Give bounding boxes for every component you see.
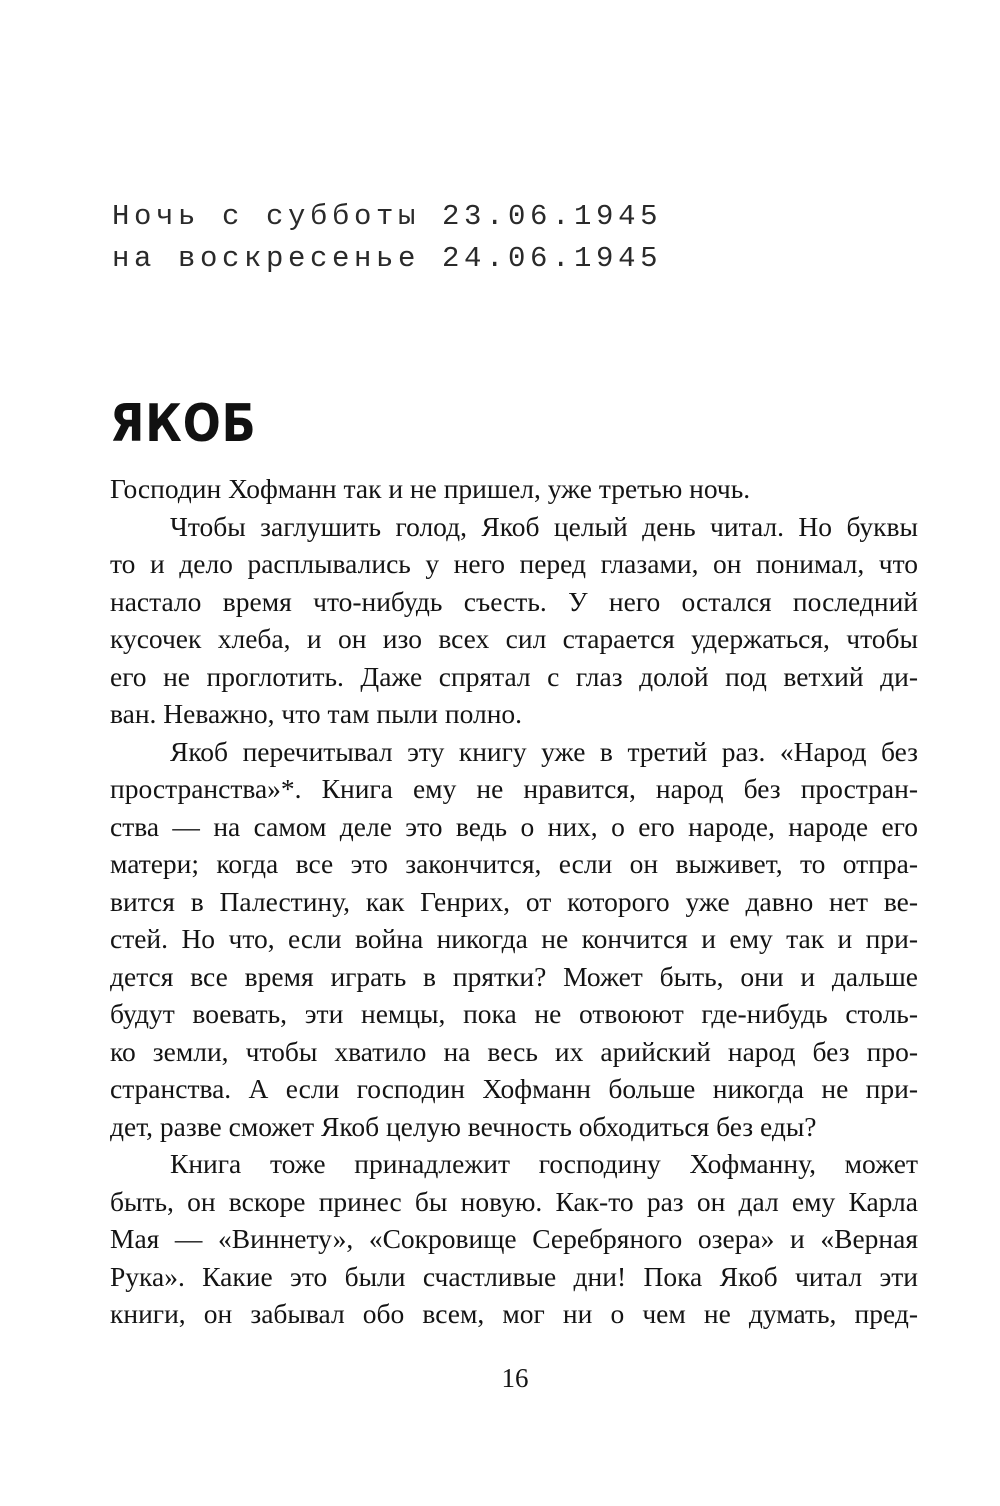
text-line: кусочек хлеба, и он изо всех сил старается удержаться, чтобы <box>110 623 918 654</box>
text-line: будут воевать, эти немцы, пока не отвоюют где-нибудь столь- <box>110 998 918 1029</box>
text-line: Рука». Какие это были счастливые дни! Пока Якоб читал эти <box>110 1260 918 1292</box>
text-line: ван. Неважно, что там пыли полно. <box>110 698 523 729</box>
dateline-line-2: на воскресенье 24.06.1945 <box>112 242 663 275</box>
text-line: дется все время играть в прятки? Может быть, они и дальше <box>110 960 918 992</box>
text-line: книги, он забывал обо всем, мог ни о чем не думать, пред- <box>110 1298 918 1329</box>
dateline <box>112 196 732 280</box>
text-line: Господин Хофманн так и не пришел, уже третью ночь. <box>110 473 751 504</box>
dateline-line-1: Ночь с субботы 23.06.1945 <box>112 200 663 233</box>
text-line: ко земли, чтобы хватило на весь их арийский народ без про- <box>110 1035 918 1067</box>
text-line: Книга тоже принадлежит господину Хофманну, может <box>170 1148 918 1179</box>
text-line: дет, разве сможет Якоб целую вечность обходиться без еды? <box>110 1110 817 1142</box>
text-line: ства — на самом деле это ведь о них, о его народе, народе его <box>110 810 918 842</box>
text-line: вится в Палестину, как Генрих, от которого уже давно нет ве- <box>110 885 918 917</box>
text-line: Мая — «Виннету», «Сокровище Серебряного озера» и «Верная <box>110 1223 918 1254</box>
text-line: Чтобы заглушить голод, Якоб целый день читал. Но буквы <box>170 510 918 542</box>
chapter-title: ЯКОБ <box>110 394 257 454</box>
page-number: 16 <box>501 1363 529 1393</box>
text-line: Якоб перечитывал эту книгу уже в третий раз. «Народ без <box>170 735 918 767</box>
text-line: матери; когда все это закончится, если он выживет, то отпра- <box>110 848 918 879</box>
text-line: его не проглотить. Даже спрятал с глаз долой под ветхий ди- <box>110 660 918 692</box>
text-line: пространства»*. Книга ему не нравится, народ без простран- <box>110 773 918 804</box>
text-line: настало время что-нибудь съесть. У него остался последний <box>110 585 918 617</box>
body-text <box>110 470 918 1333</box>
text-line: быть, он вскоре принес бы новую. Как-то раз он дал ему Карла <box>110 1185 918 1217</box>
text-line: то и дело расплывались у него перед глазами, он понимал, что <box>110 548 918 579</box>
text-line: странства. А если господин Хофманн больше никогда не при- <box>110 1073 918 1104</box>
text-line: стей. Но что, если война никогда не кончится и ему так и при- <box>110 923 918 954</box>
